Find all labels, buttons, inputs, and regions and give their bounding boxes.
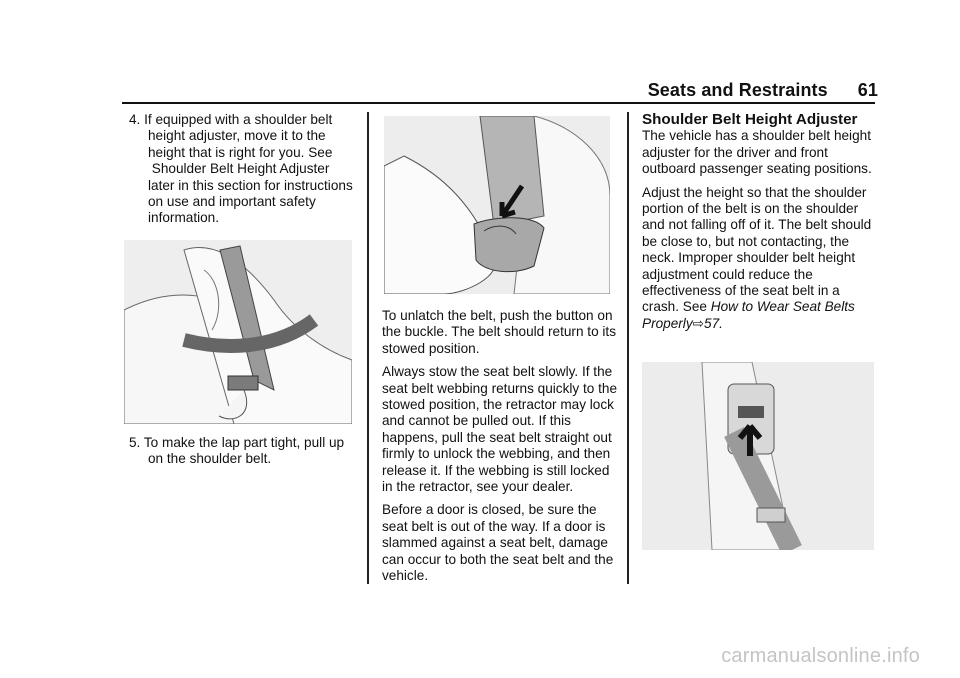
page-number: 61 <box>857 80 878 100</box>
watermark: carmanualsonline.info <box>721 645 920 667</box>
height-paragraph-text: Adjust the height so that the shoulder portion of the belt is on the shoulder and not falling off of it. The belt should be close to, but not contacting, the neck. Improper shoulder belt height adjustment could reduce the effectiveness of the seat belt in a crash. See <box>642 184 872 315</box>
unlatch-paragraph: To unlatch the belt, push the button on the buckle. The belt should return to its stowed position. <box>382 308 617 356</box>
step-5: 5. To make the lap part tight, pull up on the shoulder belt. <box>129 435 345 467</box>
height-adjuster-illustration <box>642 362 874 550</box>
header-rule <box>122 102 875 104</box>
adjuster-paragraph: The vehicle has a shoulder belt height adjuster for the driver and front outboard passenger seating positions. <box>642 128 872 177</box>
column-1-lower <box>124 435 356 468</box>
reference-link[interactable]: How to Wear Seat Belts Properly <box>642 299 855 331</box>
lap-belt-illustration <box>124 240 352 424</box>
column-2 <box>382 308 618 585</box>
column-3 <box>642 112 876 332</box>
column-divider-1 <box>367 112 369 584</box>
height-paragraph <box>642 185 876 333</box>
door-paragraph: Before a door is closed, be sure the seat belt is out of the way. If a door is slammed against a seat belt, damage can occur to both the seat belt and the vehicle. <box>382 502 614 584</box>
reference-page: 57. <box>704 315 723 331</box>
page-header <box>648 80 878 101</box>
buckle-release-illustration <box>384 116 610 294</box>
reference-arrow-icon: ⇨ <box>692 315 705 331</box>
step-4: 4. If equipped with a shoulder belt height adjuster, move it to the height that is right for you. See Shoulder Belt Height Adjuster later in this section for instructions on use and important safety information. <box>129 112 353 226</box>
section-title: Seats and Restraints <box>647 80 828 100</box>
column-divider-2 <box>627 112 629 584</box>
column-1 <box>124 112 356 227</box>
section-heading: Shoulder Belt Height Adjuster <box>642 111 858 128</box>
stow-paragraph: Always stow the seat belt slowly. If the seat belt webbing returns quickly to the stowed position, the retractor may lock and cannot be pulled out. If this happens, pull the seat belt straight out firmly to unlock the webbing, and then release it. If the webbing is still locked in the retractor, see your dealer. <box>382 364 618 495</box>
